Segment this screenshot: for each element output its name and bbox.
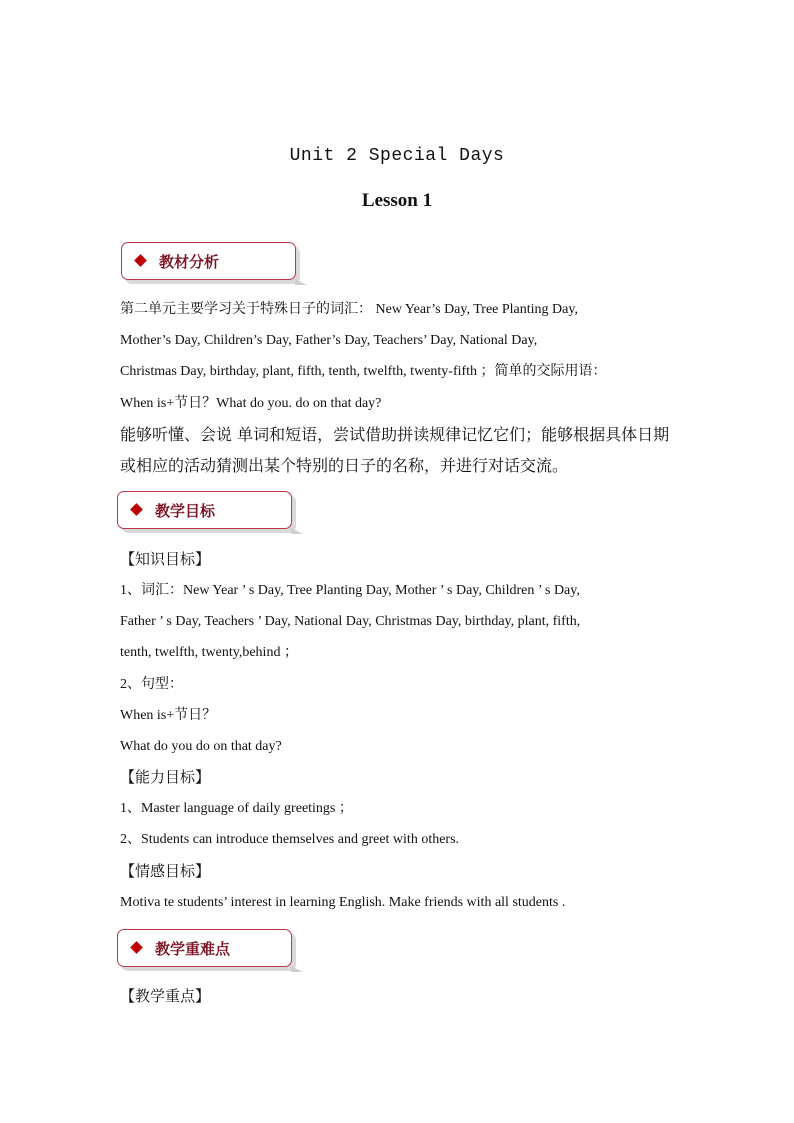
- analysis-line: 能够听懂、会说 单词和短语，尝试借助拼读规律记忆它们；能够根据具体日期: [120, 425, 670, 444]
- goals-line: Father ’ s Day, Teachers ’ Day, National Day, Christmas Day, birthday, plant, fifth,: [120, 614, 581, 629]
- goals-line: 【能力目标】: [120, 768, 211, 786]
- goals-line: tenth, twelfth, twenty,behind ；: [120, 645, 298, 660]
- diamond-bullet-icon: [130, 503, 143, 516]
- doc-title: Unit 2 Special Days: [289, 146, 505, 166]
- section-header-key-points: [117, 929, 292, 967]
- goals-line: When is+节日？: [120, 708, 217, 723]
- section-header-goals: [117, 491, 292, 529]
- goals-line: 1、词汇：New Year ’ s Day, Tree Planting Day, Mother ’ s Day, Children ’ s Day,: [120, 583, 580, 598]
- goals-line: What do you do on that day?: [120, 739, 282, 754]
- analysis-line: When is+节日？What do you. do on that day?: [120, 396, 382, 411]
- goals-line: 【知识目标】: [120, 550, 211, 568]
- goals-line: 1、Master language of daily greetings ；: [120, 801, 353, 816]
- analysis-line: 或相应的活动猜测出某个特别的日子的名称，并进行对话交流。: [120, 456, 569, 475]
- diamond-bullet-icon: [134, 254, 147, 267]
- analysis-line: 第二单元主要学习关于特殊日子的词汇： New Year’s Day, Tree Planting Day,: [120, 302, 578, 317]
- goals-line: 【情感目标】: [120, 862, 211, 880]
- section-label: 教学目标: [155, 502, 216, 520]
- diamond-bullet-icon: [130, 941, 143, 954]
- goals-line: Motiva te students’ interest in learning English. Make friends with all students .: [120, 895, 566, 910]
- goals-line: 2、Students can introduce themselves and greet with others.: [120, 832, 460, 847]
- section-label: 教材分析: [159, 253, 220, 271]
- section-label: 教学重难点: [155, 940, 231, 958]
- key-points-line: 【教学重点】: [120, 987, 211, 1005]
- goals-line: 2、句型：: [120, 677, 183, 692]
- lesson-subtitle: Lesson 1: [361, 190, 433, 211]
- section-header-analysis: [121, 242, 296, 280]
- analysis-line: Christmas Day, birthday, plant, fifth, tenth, twelfth, twenty-fifth ；简单的交际用语：: [120, 364, 607, 379]
- analysis-line: Mother’s Day, Children’s Day, Father’s Day, Teachers’ Day, National Day,: [120, 333, 538, 348]
